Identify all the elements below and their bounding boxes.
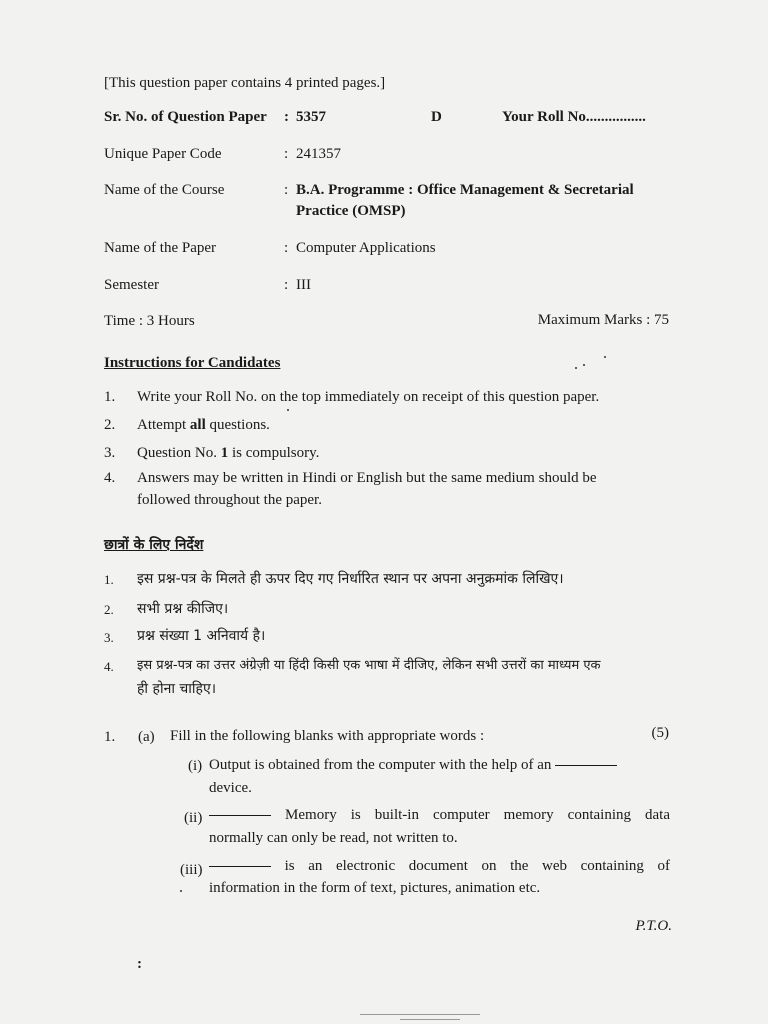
scan-line: [400, 1019, 460, 1020]
course-label: Name of the Course: [104, 182, 225, 198]
question-prompt: Fill in the following blanks with appropriate words :: [170, 728, 485, 744]
scan-speck: [583, 364, 585, 366]
question-number: 1.: [104, 729, 116, 745]
hindi-instruction-number: 2.: [104, 602, 114, 617]
instruction-number: 3.: [104, 445, 116, 461]
hindi-instruction-number: 3.: [104, 630, 114, 645]
sr-no-colon: :: [284, 109, 289, 125]
sub-question-text-line2: device.: [209, 780, 252, 796]
sr-no-value: 5357: [296, 109, 326, 125]
paper-name-value: Computer Applications: [296, 240, 436, 256]
sub-question-number: (ii): [184, 810, 203, 826]
instruction-text: Attempt all questions.: [137, 417, 270, 433]
hindi-instruction-text: प्रश्न संख्या 1 अनिवार्य है।: [137, 628, 266, 644]
sr-no-label: Sr. No. of Question Paper: [104, 109, 267, 125]
instruction-text: Write your Roll No. on the top immediately on receipt of this question paper.: [137, 389, 600, 405]
paper-name-label: Name of the Paper: [104, 240, 217, 256]
unique-code-label: Unique Paper Code: [104, 146, 222, 162]
semester-colon: :: [284, 277, 289, 293]
hindi-instruction-text-line1: इस प्रश्न-पत्र का उत्तर अंग्रेज़ी या हिंदी किसी एक भाषा में दीजिए, लेकिन सभी उत्तरों का माध्यम एक: [137, 658, 601, 673]
fill-blank: [209, 814, 271, 816]
please-turn-over: P.T.O.: [635, 918, 672, 934]
scan-speck: [575, 367, 577, 369]
semester-value: III: [296, 277, 311, 293]
hindi-instructions-heading: छात्रों के लिए निर्देश: [104, 537, 204, 553]
unique-code-value: 241357: [296, 146, 341, 162]
sub-question-number: (iii): [180, 862, 203, 878]
instruction-text-line1: Answers may be written in Hindi or English but the same medium should be: [137, 470, 597, 486]
instruction-text-line2: followed throughout the paper.: [137, 492, 322, 508]
scan-artifact-mark: :: [137, 956, 142, 972]
scan-line: [360, 1014, 480, 1015]
instruction-number: 4.: [104, 470, 116, 486]
fill-blank: [209, 865, 271, 867]
instructions-heading: Instructions for Candidates: [104, 355, 281, 371]
sub-question-text: Memory is built-in computer memory containing data: [209, 807, 670, 824]
unique-code-colon: :: [284, 146, 289, 162]
sub-question-text-line2: information in the form of text, pictures, animation etc.: [209, 880, 541, 896]
sub-question-text: is an electronic document on the web containing of: [209, 858, 670, 875]
roll-no-field: Your Roll No................: [502, 109, 646, 125]
instruction-number: 2.: [104, 417, 116, 433]
sub-question-number: (i): [188, 758, 203, 774]
fill-blank: [555, 764, 617, 766]
paper-name-colon: :: [284, 240, 289, 256]
instruction-number: 1.: [104, 389, 116, 405]
hindi-instruction-number: 1.: [104, 572, 114, 587]
time-allowed: Time : 3 Hours: [104, 313, 195, 329]
hindi-instruction-text: सभी प्रश्न कीजिए।: [137, 601, 229, 617]
question-marks: (5): [651, 725, 669, 741]
instruction-text: Question No. 1 is compulsory.: [137, 445, 320, 461]
course-value-line1: B.A. Programme : Office Management & Secretarial: [296, 182, 634, 198]
question-part: (a): [138, 729, 155, 745]
hindi-instruction-text: इस प्रश्न-पत्र के मिलते ही ऊपर दिए गए निर्धारित स्थान पर अपना अनुक्रमांक लिखिए।: [137, 571, 564, 587]
maximum-marks: Maximum Marks : 75: [537, 312, 669, 328]
course-colon: :: [284, 182, 289, 198]
scan-speck: [604, 356, 606, 358]
semester-label: Semester: [104, 277, 159, 293]
sub-question-text-line2: normally can only be read, not written to.: [209, 830, 458, 846]
scan-speck: [180, 890, 182, 892]
paper-set-letter: D: [431, 109, 442, 125]
scan-speck: [287, 409, 289, 411]
hindi-instruction-number: 4.: [104, 659, 114, 674]
course-value-line2: Practice (OMSP): [296, 203, 406, 219]
hindi-instruction-text-line2: ही होना चाहिए।: [137, 681, 217, 697]
page-count-note: [This question paper contains 4 printed pages.]: [104, 75, 386, 91]
sub-question-text: Output is obtained from the computer with the help of an: [209, 757, 617, 774]
